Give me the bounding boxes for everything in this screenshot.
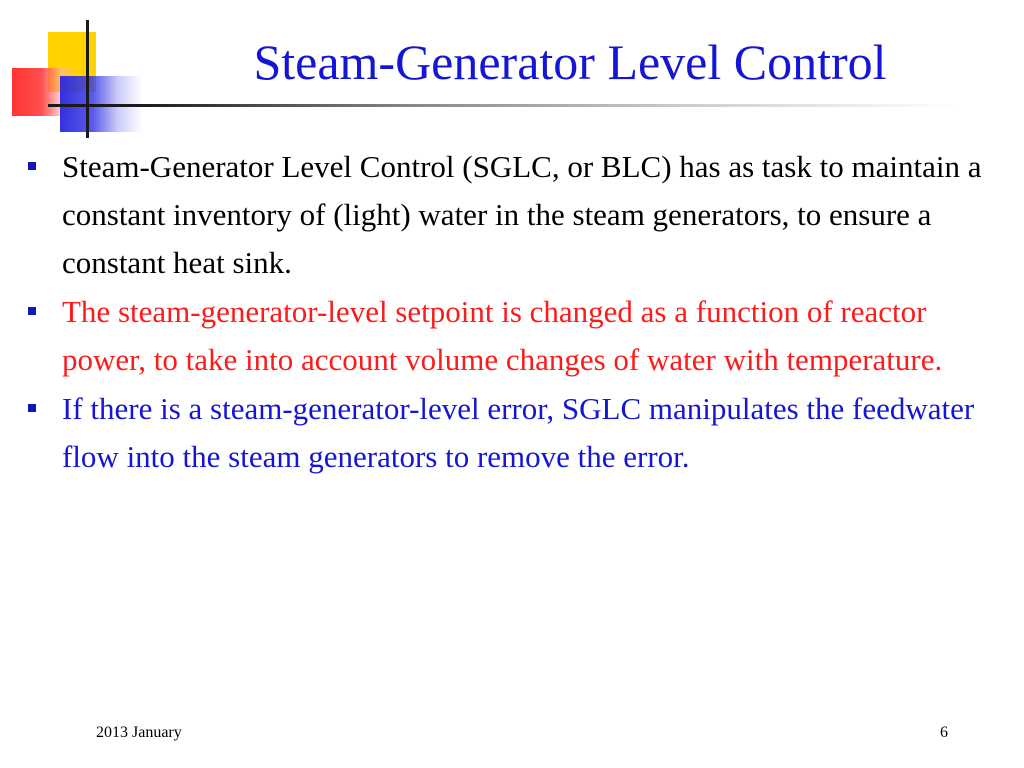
- decorative-vertical-line: [86, 20, 89, 138]
- page-number: 6: [940, 724, 948, 741]
- bullet-item: [22, 385, 982, 481]
- slide-title: Steam-Generator Level Control: [253, 34, 887, 90]
- bullet-text: Steam-Generator Level Control (SGLC, or BLC) has as task to maintain a constant inventory of (light) water in the steam generators, to ensure a constant heat sink.: [62, 149, 982, 280]
- bullet-list: [22, 143, 982, 482]
- title-underline: [48, 104, 958, 107]
- footer-date: 2013 January: [96, 724, 182, 741]
- bullet-item: [22, 143, 982, 287]
- bullet-item: [22, 288, 982, 384]
- square-bullet-icon: [28, 404, 36, 412]
- square-bullet-icon: [28, 162, 36, 170]
- bullet-text: If there is a steam-generator-level error, SGLC manipulates the feedwater flow into the steam generators to remove the error.: [62, 391, 975, 474]
- square-bullet-icon: [28, 307, 36, 315]
- bullet-text: The steam-generator-level setpoint is changed as a function of reactor power, to take into account volume changes of water with temperature.: [62, 294, 943, 377]
